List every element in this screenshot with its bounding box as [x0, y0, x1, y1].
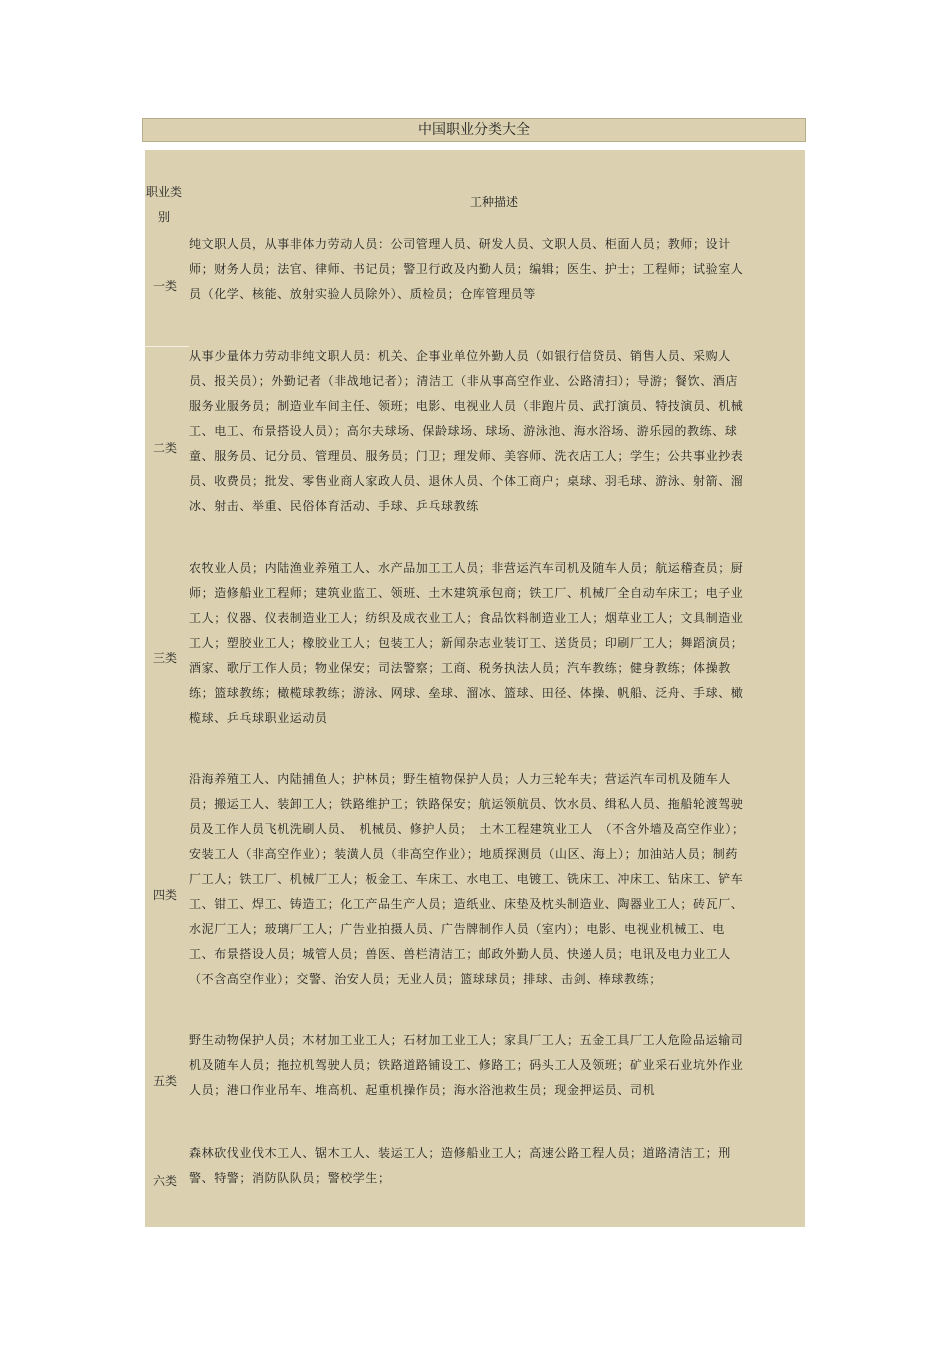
row-4-description: 沿海养殖工人、内陆捕鱼人；护林员；野生植物保护人员；人力三轮车夫；营运汽车司机及随车人员；搬运工人、装卸工人；铁路维护工；铁路保安；航运领航员、饮水员、缉私人员、拖船轮渡驾驶员及工作人员飞机洗刷人员、 机械员、修护人员； 土木工程建筑业工人 （不含外墙及高空作业）；安装工人（非高空作业）；装潢人员（非高空作业）；地质探测员（山区、海上）；加油站人员；制药厂工人；铁工厂、机械厂工人；板金工、车床工、水电工、电镀工、铣床工、冲床工、钻床工、铲车工、钳工、焊工、铸造工；化工产品生产人员；造纸业、床垫及枕头制造业、陶器业工人；砖瓦厂、水泥厂工人；玻璃厂工人；广告业拍摄人员、广告牌制作人员（室内）；电影、电视业机械工、电工、布景搭设人员；城管人员；兽医、兽栏清洁工；邮政外勤人员、快递人员；电讯及电力业工人（不含高空作业）；交警、治安人员；无业人员；篮球球员；排球、击剑、棒球教练；	[189, 772, 745, 986]
row-6-category: 六类	[152, 1174, 177, 1188]
row-5-category: 五类	[152, 1074, 177, 1088]
row-2-category: 二类	[152, 441, 177, 455]
occupation-table	[145, 150, 805, 1227]
row-4-category: 四类	[152, 888, 177, 902]
row-6-description: 森林砍伐业伐木工人、锯木工人、装运工人；造修船业工人；高速公路工程人员；道路清洁工；刑警、特警；消防队队员；警校学生；	[189, 1146, 731, 1185]
row-5-description: 野生动物保护人员；木材加工业工人；石材加工业工人；家具厂工人；五金工具厂工人危险品运输司机及随车人员；拖拉机驾驶人员；铁路道路铺设工、修路工；码头工人及领班；矿业采石业坑外作业人员；港口作业吊车、堆高机、起重机操作员；海水浴池救生员；现金押运员、司机	[189, 1033, 744, 1097]
row-divider	[145, 346, 189, 347]
row-1-description: 纯文职人员，从事非体力劳动人员：公司管理人员、研发人员、文职人员、柜面人员；教师；设计师；财务人员；法官、律师、书记员；警卫行政及内勤人员；编辑；医生、护士；工程师；试验室人员（化学、核能、放射实验人员除外）、质检员；仓库管理员等	[189, 237, 744, 301]
row-3-description: 农牧业人员；内陆渔业养殖工人、水产品加工工人员；非营运汽车司机及随车人员；航运稽查员；厨师；造修船业工程师；建筑业监工、领班、土木建筑承包商；铁工厂、机械厂全自动车床工；电子业工人；仪器、仪表制造业工人；纺织及成衣业工人；食品饮料制造业工人；烟草业工人；文具制造业工人；塑胶业工人；橡胶业工人；包装工人；新闻杂志业装订工、送货员；印刷厂工人；舞蹈演员；酒家、歌厅工作人员；物业保安；司法警察；工商、税务执法人员；汽车教练；健身教练；体操教练；篮球教练；橄榄球教练；游泳、网球、垒球、溜冰、篮球、田径、体操、帆船、泛舟、手球、橄榄球、乒乓球职业运动员	[189, 561, 744, 725]
row-1-category: 一类	[152, 279, 177, 293]
document-title: 中国职业分类大全	[142, 118, 806, 142]
row-2-description: 从事少量体力劳动非纯文职人员：机关、企事业单位外勤人员（如银行信贷员、销售人员、采购人员、报关员）；外勤记者（非战地记者）；清洁工（非从事高空作业、公路清扫）；导游；餐饮、酒店服务业服务员；制造业车间主任、领班；电影、电视业人员（非跑片员、武打演员、特技演员、机械工、电工、布景搭设人员）；高尔夫球场、保龄球场、球场、游泳池、海水浴场、游乐园的教练、球童、服务员、记分员、管理员、服务员；门卫；理发师、美容师、洗衣店工人；学生；公共事业抄表员、收费员；批发、零售业商人家政人员、退休人员、个体工商户；桌球、羽毛球、游泳、射箭、溜冰、射击、举重、民俗体育活动、手球、乒乓球教练	[189, 349, 744, 513]
header-description: 工种描述	[469, 195, 518, 209]
header-category: 职业类别	[145, 185, 182, 224]
row-3-category: 三类	[152, 651, 177, 665]
